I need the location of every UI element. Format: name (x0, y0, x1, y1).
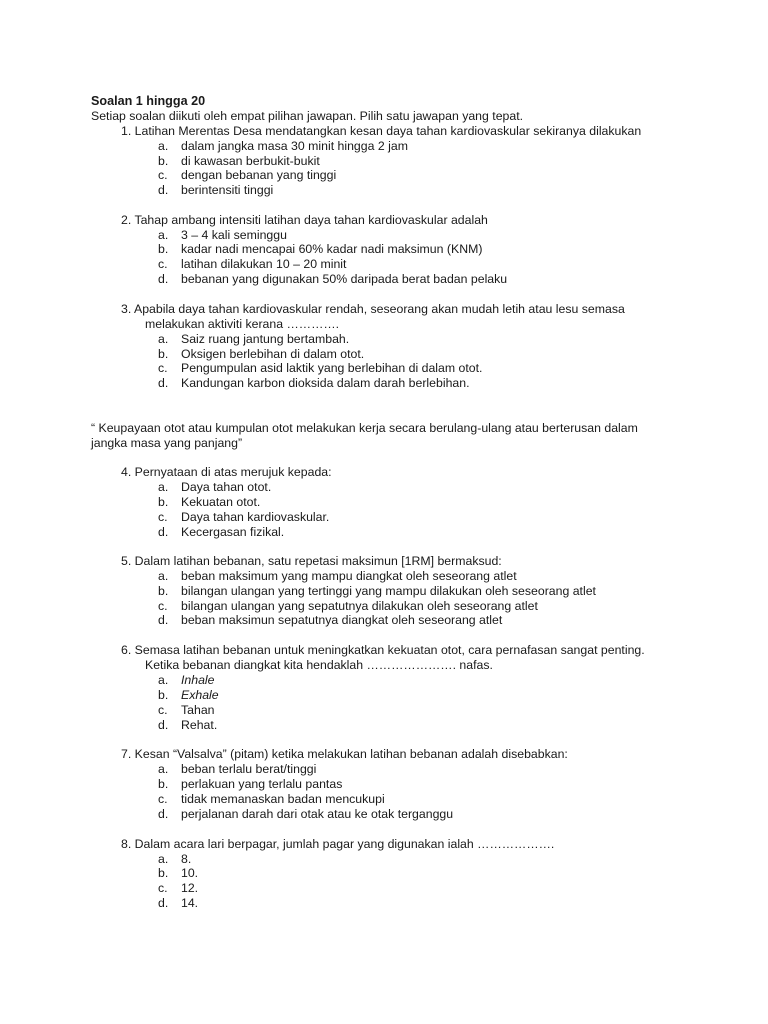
option-text: Kandungan karbon dioksida dalam darah berlebihan. (181, 376, 470, 390)
option-letter: b. (158, 866, 169, 880)
option-text: bebanan yang digunakan 50% daripada berat badan pelaku (181, 272, 508, 286)
option-letter: a. (158, 228, 169, 242)
question-5: 5. Dalam latihan bebanan, satu repetasi maksimun [1RM] bermaksud: (121, 554, 502, 568)
option-letter: c. (158, 703, 168, 717)
option-letter: c. (158, 792, 168, 806)
option-text: perlakuan yang terlalu pantas (181, 777, 343, 791)
option-letter: a. (158, 673, 169, 687)
option-text: tidak memanaskan badan mencukupi (181, 792, 385, 806)
option-letter: b. (158, 688, 169, 702)
question-6-continuation: Ketika bebanan diangkat kita hendaklah …………………. nafas. (145, 658, 493, 672)
option-text: kadar nadi mencapai 60% kadar nadi maksimun (KNM) (181, 242, 483, 256)
option-text: 8. (181, 852, 192, 866)
question-3: 3. Apabila daya tahan kardiovaskular rendah, seseorang akan mudah letih atau lesu semasa (121, 302, 625, 316)
option-letter: d. (158, 807, 169, 821)
option-letter: b. (158, 347, 169, 361)
option-text: Exhale (181, 688, 219, 702)
option-letter: d. (158, 272, 169, 286)
option-text: 10. (181, 866, 199, 880)
option-letter: a. (158, 139, 169, 153)
option-letter: d. (158, 376, 169, 390)
option-letter: d. (158, 718, 169, 732)
option-letter: a. (158, 480, 169, 494)
option-text: berintensiti tinggi (181, 183, 274, 197)
option-text: dengan bebanan yang tinggi (181, 168, 337, 182)
option-letter: d. (158, 896, 169, 910)
option-text: 3 – 4 kali seminggu (181, 228, 287, 242)
question-7: 7. Kesan “Valsalva” (pitam) ketika melakukan latihan bebanan adalah disebabkan: (121, 747, 568, 761)
option-letter: a. (158, 332, 169, 346)
option-letter: d. (158, 525, 169, 539)
option-text: Daya tahan otot. (181, 480, 272, 494)
option-text: Inhale (181, 673, 215, 687)
option-letter: a. (158, 569, 169, 583)
question-2: 2. Tahap ambang intensiti latihan daya tahan kardiovaskular adalah (121, 213, 488, 227)
option-text: bilangan ulangan yang sepatutnya dilakukan oleh seseorang atlet (181, 599, 538, 613)
option-letter: b. (158, 495, 169, 509)
option-text: 12. (181, 881, 199, 895)
option-letter: b. (158, 777, 169, 791)
question-1: 1. Latihan Merentas Desa mendatangkan kesan daya tahan kardiovaskular sekiranya dilakukan (121, 124, 642, 138)
option-letter: a. (158, 852, 169, 866)
option-letter: c. (158, 599, 168, 613)
option-text: Kecergasan fizikal. (181, 525, 285, 539)
option-text: bilangan ulangan yang tertinggi yang mampu dilakukan oleh seseorang atlet (181, 584, 596, 598)
option-letter: c. (158, 361, 168, 375)
option-letter: c. (158, 168, 168, 182)
option-text: Kekuatan otot. (181, 495, 261, 509)
option-text: beban maksimun sepatutnya diangkat oleh seseorang atlet (181, 613, 503, 627)
option-text: Oksigen berlebihan di dalam otot. (181, 347, 365, 361)
option-letter: b. (158, 584, 169, 598)
question-3-continuation: melakukan aktiviti kerana …………. (145, 317, 340, 331)
option-letter: b. (158, 242, 169, 256)
question-6: 6. Semasa latihan bebanan untuk meningkatkan kekuatan otot, cara pernafasan sangat penting. (121, 643, 645, 657)
option-text: Rehat. (181, 718, 218, 732)
option-letter: d. (158, 613, 169, 627)
quote-line-1: “ Keupayaan otot atau kumpulan otot melakukan kerja secara berulang-ulang atau berterusan dalam (91, 421, 638, 435)
option-text: 14. (181, 896, 199, 910)
option-text: Pengumpulan asid laktik yang berlebihan di dalam otot. (181, 361, 483, 375)
option-text: dalam jangka masa 30 minit hingga 2 jam (181, 139, 408, 153)
option-text: Tahan (181, 703, 215, 717)
option-text: beban maksimum yang mampu diangkat oleh seseorang atlet (181, 569, 517, 583)
option-letter: d. (158, 183, 169, 197)
option-letter: b. (158, 154, 169, 168)
option-text: perjalanan darah dari otak atau ke otak terganggu (181, 807, 454, 821)
option-text: Saiz ruang jantung bertambah. (181, 332, 350, 346)
option-text: Daya tahan kardiovaskular. (181, 510, 330, 524)
option-text: beban terlalu berat/tinggi (181, 762, 317, 776)
quote-line-2: jangka masa yang panjang” (91, 436, 243, 450)
instructions: Setiap soalan diikuti oleh empat pilihan jawapan. Pilih satu jawapan yang tepat. (91, 109, 524, 123)
option-text: latihan dilakukan 10 – 20 minit (181, 257, 347, 271)
page-heading: Soalan 1 hingga 20 (91, 94, 206, 108)
question-4: 4. Pernyataan di atas merujuk kepada: (121, 465, 332, 479)
option-letter: a. (158, 762, 169, 776)
option-letter: c. (158, 510, 168, 524)
option-letter: c. (158, 881, 168, 895)
option-letter: c. (158, 257, 168, 271)
option-text: di kawasan berbukit-bukit (181, 154, 320, 168)
question-8: 8. Dalam acara lari berpagar, jumlah pagar yang digunakan ialah ………………. (121, 837, 555, 851)
